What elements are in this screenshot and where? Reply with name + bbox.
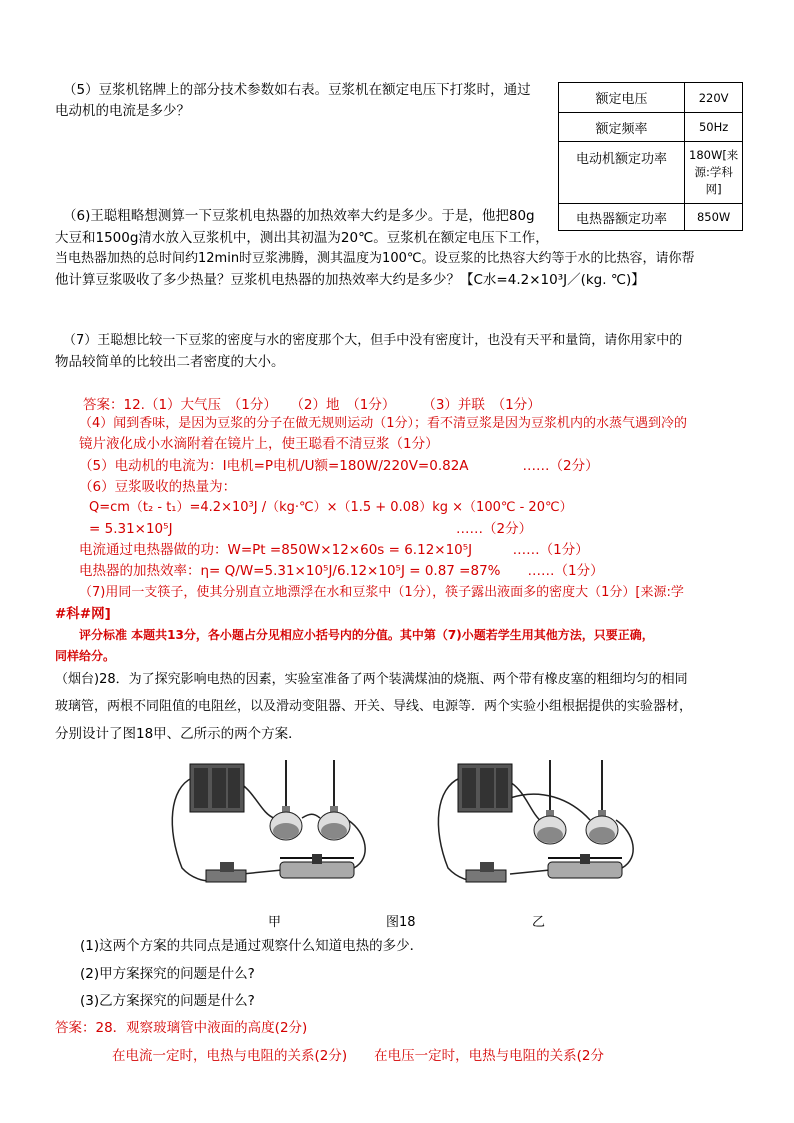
spec-row (559, 142, 743, 204)
q6-line-3: 当电热器加热的总时间约12min时豆浆沸腾，测其温度为100℃。设豆浆的比热容大约等于水的比热容，请你帮 (55, 251, 695, 266)
figure-label-jia: 甲 (268, 915, 282, 930)
spec-key: 电热器额定功率 (559, 204, 685, 231)
q5-line-1: （5）豆浆机铭牌上的部分技术参数如右表。豆浆机在额定电压下打浆时，通过 (63, 82, 531, 98)
answer12-line-8: 电流通过电热器做的功：W=Pt =850W×12×60s = 6.12×10⁵J ……（1分） (79, 542, 589, 558)
spec-row (559, 83, 743, 113)
q6-line-4: 他计算豆浆吸收了多少热量？豆浆机电热器的加热效率大约是多少？【C水=4.2×10³J／(kg. ℃)】 (55, 272, 645, 288)
spec-key: 额定电压 (559, 83, 685, 113)
answer12-line-10: （7)用同一支筷子，使其分别直立地漂浮在水和豆浆中（1分），筷子露出液面多的密度大（1分）[来源:学 (79, 585, 684, 600)
q5-line-2: 电动机的电流是多少？ (55, 103, 190, 119)
q6-line-1: （6)王聪粗略想测算一下豆浆机电热器的加热效率大约是多少。于是，他把80g (63, 208, 535, 224)
spec-row (559, 113, 743, 142)
figure-label-yi: 乙 (532, 915, 546, 930)
figure-yi (430, 758, 646, 898)
spec-table (558, 82, 743, 231)
grading-note-line-1: 评分标准 本题共13分，各小题占分见相应小括号内的分值。其中第（7)小题若学生用其他方法，只要正确， (79, 628, 654, 642)
q6-line-2: 大豆和1500g清水放入豆浆机中，测出其初温为20℃。豆浆机在额定电压下工作， (55, 230, 549, 246)
figure-jia (162, 758, 378, 898)
answer12-line-1: 答案：12.（1）大气压 （1分） （2）地 （1分） （3）并联 （1分） (83, 397, 541, 413)
answer12-line-5: （6）豆浆吸收的热量为： (79, 479, 237, 495)
spec-key: 电动机额定功率 (559, 142, 685, 204)
answer12-line-3: 镜片液化成小水滴附着在镜片上，使王聪看不清豆浆（1分） (79, 436, 439, 452)
q28-sub-2: (2)甲方案探究的问题是什么? (80, 966, 255, 982)
q28-sub-1: (1)这两个方案的共同点是通过观察什么知道电热的多少． (80, 938, 424, 954)
answer28-line-2: 在电流一定时，电热与电阻的关系(2分) 在电压一定时，电热与电阻的关系(2分 (112, 1048, 604, 1064)
grading-note-line-2: 同样给分。 (55, 649, 116, 663)
answer12-line-6: Q=cm（t₂ - t₁）=4.2×10³J /（kg·℃）×（1.5 + 0.08）kg ×（100℃ - 20℃） (89, 500, 573, 515)
answer12-line-9: 电热器的加热效率：η= Q/W=5.31×10⁵J/6.12×10⁵J = 0.87 =87% ……（1分） (79, 563, 604, 579)
figure-caption: 图18 (386, 915, 416, 930)
spec-value: 50Hz (685, 113, 743, 142)
q28-line-3: 分别设计了图18甲、乙所示的两个方案． (55, 726, 302, 742)
answer12-line-2: （4）闻到香味，是因为豆浆的分子在做无规则运动（1分）；看不清豆浆是因为豆浆机内的水蒸气遇到冷的 (79, 416, 688, 431)
answer12-line-11: #科#网] (55, 606, 111, 622)
answer12-line-7: = 5.31×10⁵J ……（2分） (89, 521, 533, 537)
circuit-diagram-jia-icon (162, 758, 378, 898)
q7-line-2: 物品较简单的比较出二者密度的大小。 (55, 354, 285, 370)
spec-value: 220V (685, 83, 743, 113)
answer28-line-1: 答案：28．观察玻璃管中液面的高度(2分) (55, 1020, 308, 1036)
answer12-line-4: （5）电动机的电流为：I电机=P电机/U额=180W/220V=0.82A ……（2分） (79, 458, 599, 474)
q28-line-1: （烟台)28．为了探究影响电热的因素，实验室准备了两个装满煤油的烧瓶、两个带有橡皮塞的粗细均匀的相同 (55, 672, 688, 687)
q7-line-1: （7）王聪想比较一下豆浆的密度与水的密度那个大，但手中没有密度计，也没有天平和量筒，请你用家中的 (63, 333, 683, 348)
spec-value: 850W (685, 204, 743, 231)
spec-key: 额定频率 (559, 113, 685, 142)
circuit-diagram-yi-icon (430, 758, 646, 898)
q28-sub-3: (3)乙方案探究的问题是什么? (80, 993, 255, 1009)
spec-value: 180W[来源:学科网] (685, 142, 743, 204)
spec-row (559, 204, 743, 231)
q28-line-2: 玻璃管，两根不同阻值的电阻丝，以及滑动变阻器、开关、导线、电源等．两个实验小组根据提供的实验器材， (55, 699, 693, 714)
